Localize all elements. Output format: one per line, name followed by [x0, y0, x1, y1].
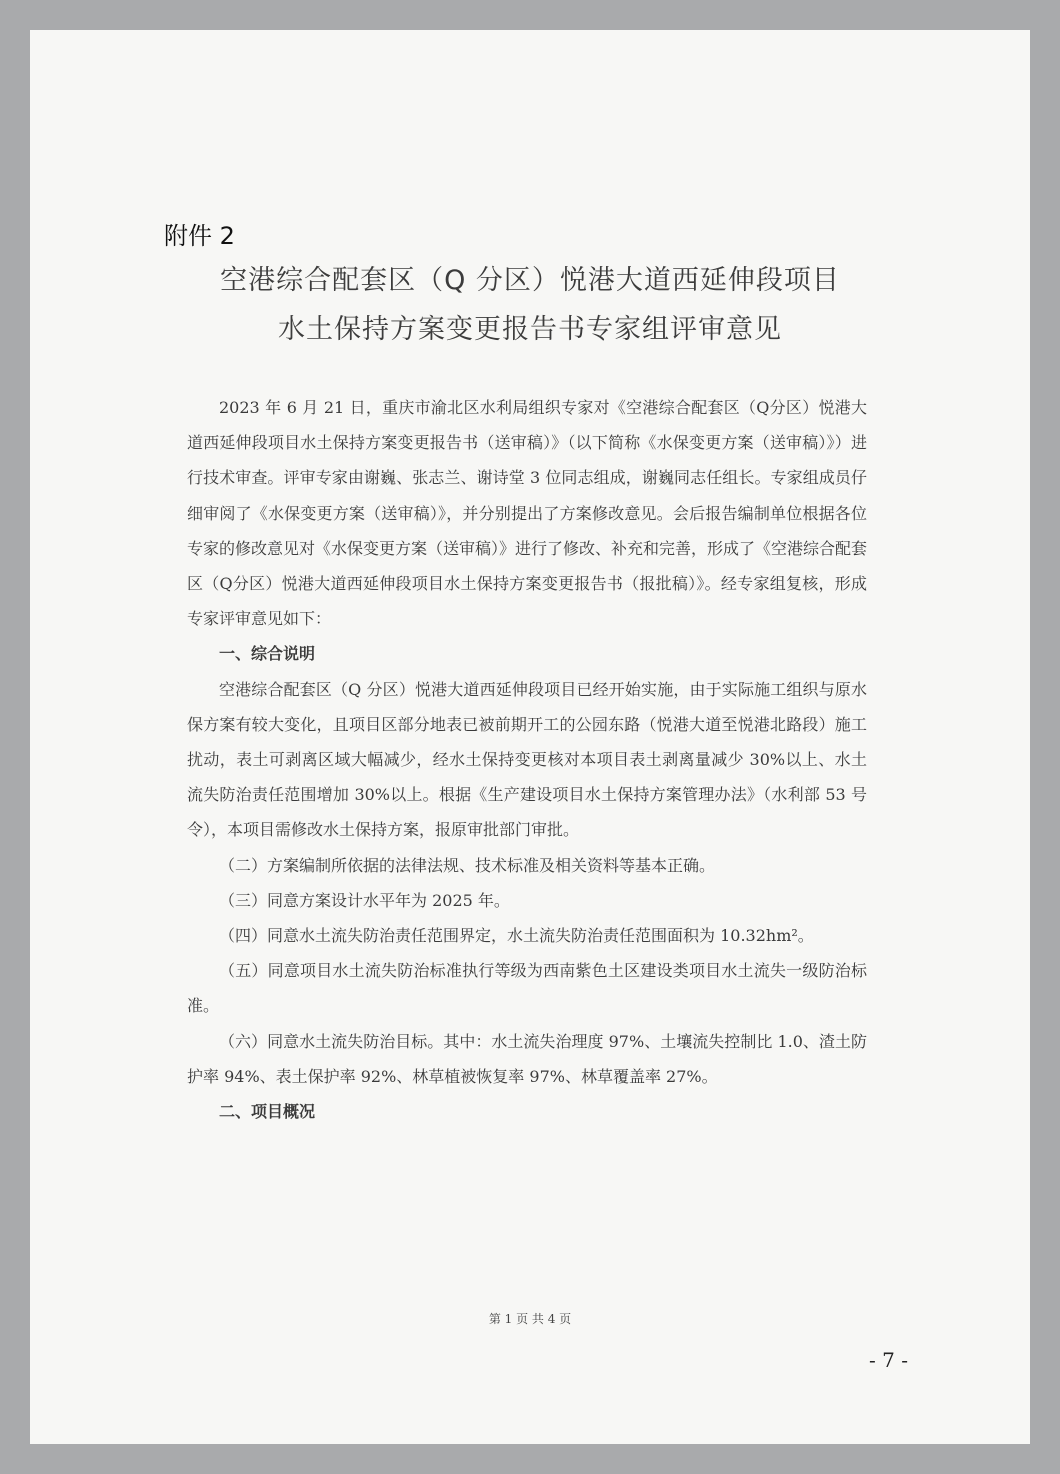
title-line-2: 水土保持方案变更报告书专家组评审意见 — [278, 314, 782, 345]
paragraph-overview: 空港综合配套区（Q 分区）悦港大道西延伸段项目已经开始实施，由于实际施工组织与原水保方案有较大变化，且项目区部分地表已被前期开工的公园东路（悦港大道至悦港北路段）施工扰动，表土可剥离区域大幅减少，经水土保持变更核对本项目表土剥离量减少 30%以上、水土流失防治责任范围增加 30%以上。根据《生产建设项目水土保持方案管理办法》（水利部 53 号令），本项目需修改水土保持方案，报原审批部门审批。 — [187, 679, 867, 840]
paragraph-item-5: （五）同意项目水土流失防治标准执行等级为西南紫色土区建设类项目水土流失一级防治标准。 — [187, 961, 867, 1016]
section-heading-2: 二、项目概况 — [219, 1102, 316, 1122]
paragraph-item-2: （二）方案编制所依据的法律法规、技术标准及相关资料等基本正确。 — [219, 855, 716, 875]
attachment-label: 附件 2 — [164, 222, 235, 250]
page-footer: 第 1 页 共 4 页 — [488, 1312, 572, 1326]
document-body — [187, 390, 867, 1129]
title-line-1: 空港综合配套区（Q 分区）悦港大道西延伸段项目 — [220, 265, 840, 296]
section-heading-1: 一、综合说明 — [219, 644, 316, 664]
paragraph-item-4: （四）同意水土流失防治责任范围界定，水土流失防治责任范围面积为 10.32hm²。 — [219, 926, 814, 946]
document-page — [30, 30, 1030, 1444]
paragraph-item-3: （三）同意方案设计水平年为 2025 年。 — [219, 890, 510, 910]
intro-paragraph: 2023 年 6 月 21 日，重庆市渝北区水利局组织专家对《空港综合配套区（Q分区）悦港大道西延伸段项目水土保持方案变更报告书（送审稿）》（以下简称《水保变更方案（送审稿）》）进行技术审查。评审专家由谢巍、张志兰、谢诗堂 3 位同志组成，谢巍同志任组长。专家组成员仔细审阅了《水保变更方案（送审稿）》，并分别提出了方案修改意见。会后报告编制单位根据各位专家的修改意见对《水保变更方案（送审稿）》进行了修改、补充和完善，形成了《空港综合配套区（Q分区）悦港大道西延伸段项目水土保持方案变更报告书（报批稿）》。经专家组复核，形成专家评审意见如下： — [187, 398, 868, 629]
page-number: - 7 - — [869, 1348, 908, 1372]
paragraph-item-6: （六）同意水土流失防治目标。其中：水土流失治理度 97%、土壤流失控制比 1.0、渣土防护率 94%、表土保护率 92%、林草植被恢复率 97%、林草覆盖率 27%。 — [187, 1031, 867, 1086]
